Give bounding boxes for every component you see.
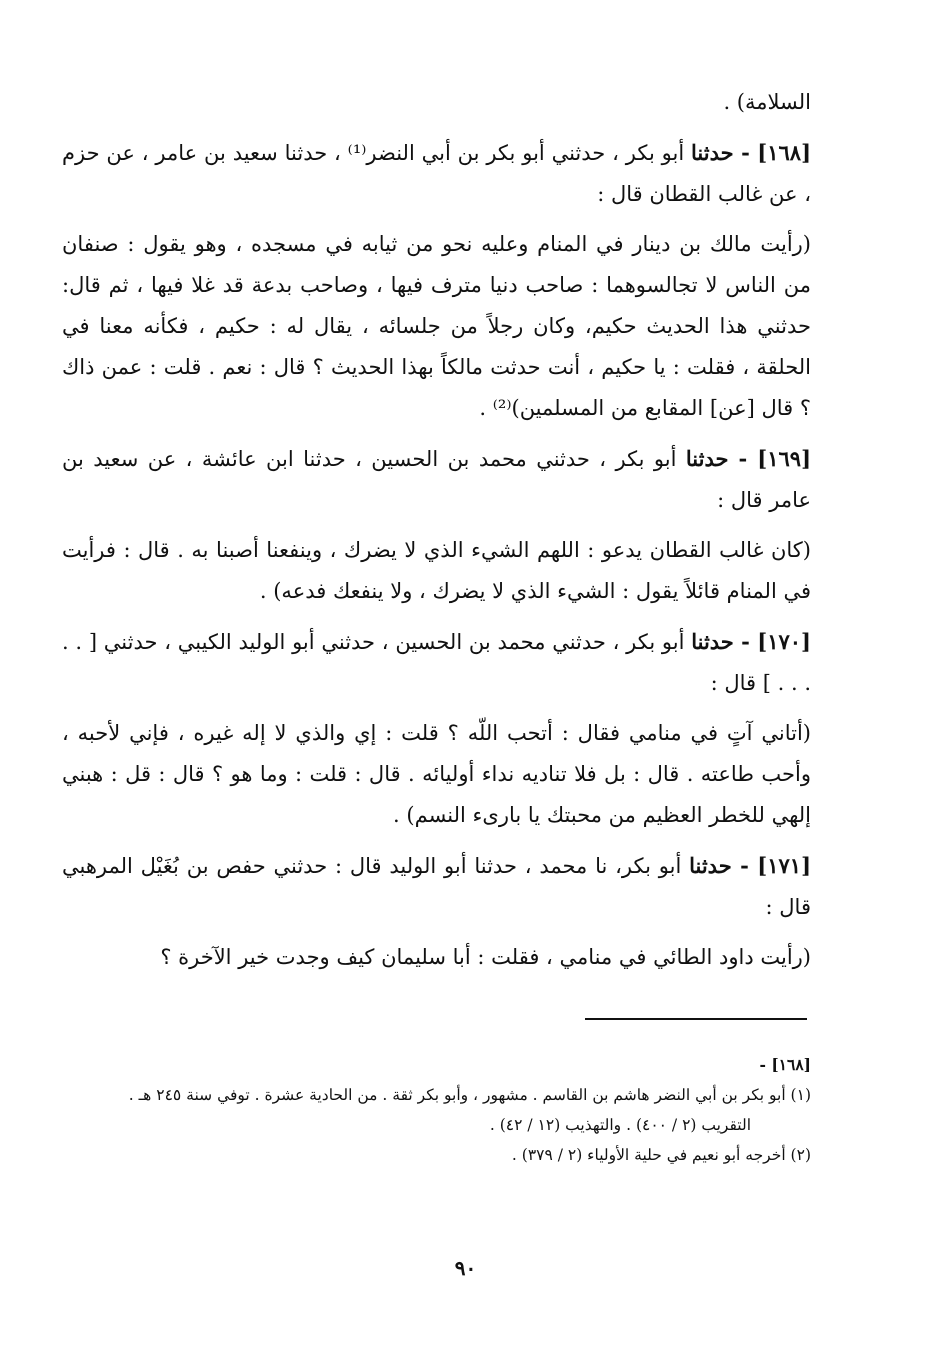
footnotes-section [62, 1050, 811, 1170]
footnote-2: (٢) أخرجه أبو نعيم في حلية الأولياء (٢ / ٣٧٩) . [511, 1146, 811, 1164]
main-text-body [62, 82, 811, 987]
hadith-171-chain-text: أبو بكر، نا محمد ، حدثنا أبو الوليد قال : حدثني حفص بن بُغَيْل المرهبي قال : [62, 854, 811, 919]
hadith-171-text: (رأيت داود الطائي في منامي ، فقلت : أبا سليمان كيف وجدت خير الآخرة ؟ [160, 945, 811, 969]
hadith-171-number: [١٧١] - حدثنا [689, 853, 811, 878]
page-number: ٩٠ [454, 1256, 477, 1280]
hadith-168-chain-text: أبو بكر ، حدثني أبو بكر بن أبي النضر⁽¹⁾ ، حدثنا سعيد بن عامر ، عن حزم ، عن غالب القطان قال : [62, 141, 811, 206]
hadith-169-text: (كان غالب القطان يدعو : اللهم الشيء الذي لا يضرك ، وينفعنا أصبنا به . قال : فرأيت في المنام قائلاً يقول : الشيء الذي لا يضرك ، ولا ينفعك فدعه) . [62, 538, 811, 603]
hadith-170-text: (أتاني آتٍ في منامي فقال : أتحب اللّه ؟ قلت : إي والذي لا إله غيره ، فإني لأحبه ، وأحب طاعته . قال : بل فلا تناديه نداء أوليائه . قال : قلت : وما هو ؟ قال : قل : هبني إلهي للخطر العظيم من محبتك يا بارىء النسم) . [62, 721, 811, 827]
footnote-1-source: التقريب (٢ / ٤٠٠) . والتهذيب (١٢ / ٤٢) . [489, 1116, 751, 1134]
opening-line: السلامة) . [723, 90, 811, 114]
hadith-170-chain-text: أبو بكر ، حدثني محمد بن الحسين ، حدثني أبو الوليد الكيبي ، حدثني [ . . . . . ] قال : [62, 630, 811, 695]
hadith-168-number: [١٦٨] - حدثنا [691, 140, 811, 165]
footnote-divider [585, 1018, 807, 1020]
hadith-169-chain-text: أبو بكر ، حدثني محمد بن الحسين ، حدثنا ابن عائشة ، عن سعيد بن عامر قال : [62, 447, 811, 512]
footnote-hadith-ref: [١٦٨] - [759, 1055, 811, 1074]
hadith-168-text: (رأيت مالك بن دينار في المنام وعليه نحو من ثيابه في مسجده ، وهو يقول : صنفان من الناس لا تجالسوهما : صاحب دنيا مترف فيها ، وصاحب بدعة قد غلا فيها ، ثم قال: حدثني هذا الحديث حكيم، وكان رجلاً من جلسائه ، يقال له : حكيم ، فكأنه معنا في الحلقة ، فقلت : يا حكيم ، أنت حدثت مالكاً بهذا الحديث ؟ قال : نعم . قلت : عمن ذاك ؟ قال [عن] المقابع من المسلمين)⁽²⁾ . [62, 232, 811, 420]
hadith-169-chain [62, 438, 811, 521]
hadith-168-chain [62, 132, 811, 215]
hadith-171-chain [62, 845, 811, 928]
footnote-1: (١) أبو بكر بن أبي النضر هاشم بن القاسم . مشهور ، وأبو بكر ثقة . من الحادية عشرة . توفي سنة ٢٤٥ هـ . [128, 1086, 811, 1104]
hadith-169-number: [١٦٩] - حدثنا [685, 446, 811, 471]
hadith-170-number: [١٧٠] - حدثنا [691, 629, 811, 654]
hadith-170-chain [62, 621, 811, 704]
